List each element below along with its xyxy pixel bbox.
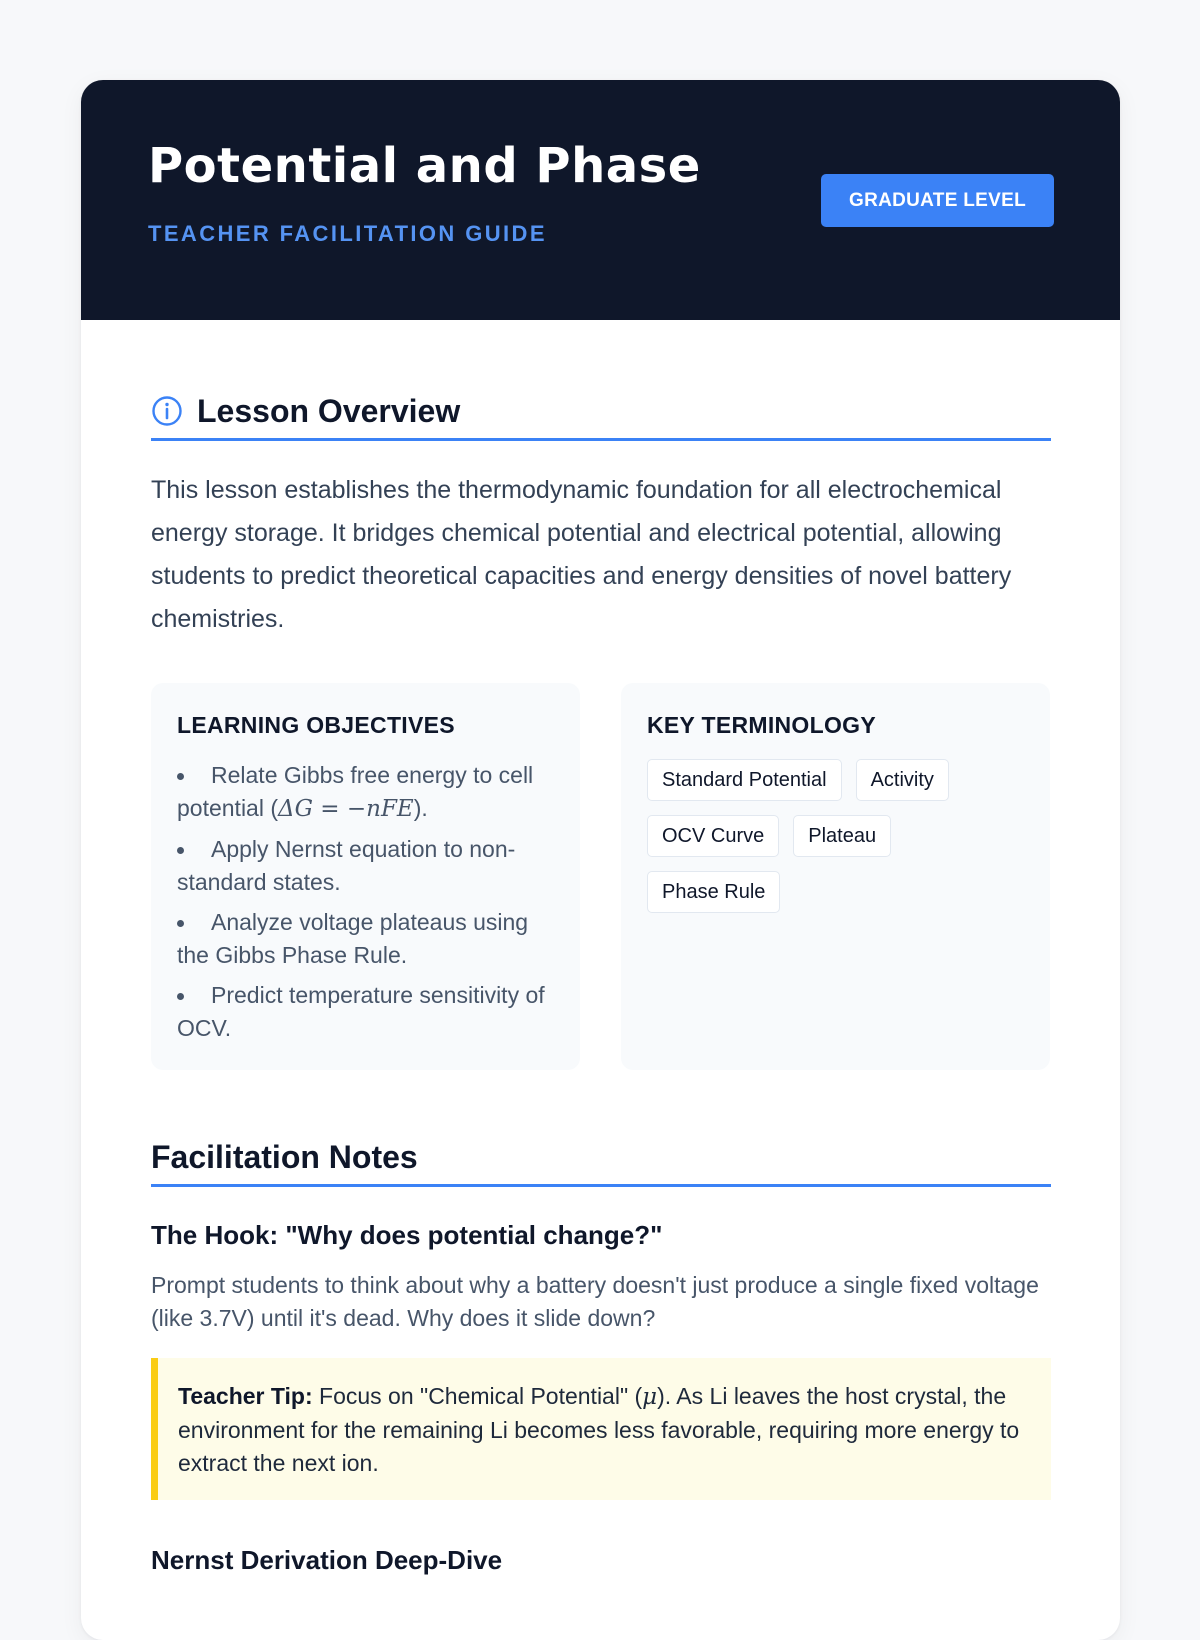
objective-text-end: ). xyxy=(413,795,428,821)
tip-label: Teacher Tip: xyxy=(178,1383,313,1409)
nernst-title: Nernst Derivation Deep-Dive xyxy=(151,1545,503,1575)
overview-heading: Lesson Overview xyxy=(197,393,461,429)
tip-text-end: ). As Li leaves the host crystal, the environment for the remaining Li becomes less favorable, requiring more energy to extract the next ion. xyxy=(178,1383,1020,1476)
level-badge: GRADUATE LEVEL xyxy=(821,174,1054,227)
info-icon xyxy=(151,395,183,427)
objectives-box xyxy=(151,683,580,1070)
objective-item xyxy=(177,833,554,899)
facilitation-heading-row xyxy=(151,1130,1051,1187)
content xyxy=(151,320,1051,1576)
terminology-heading: KEY TERMINOLOGY xyxy=(647,712,876,738)
term-tag: Plateau xyxy=(793,815,891,857)
objectives-heading: LEARNING OBJECTIVES xyxy=(177,712,455,738)
objective-text: Relate Gibbs free energy to cell potential ( xyxy=(177,762,534,821)
term-tag: Phase Rule xyxy=(647,871,780,913)
term-tag: Standard Potential xyxy=(647,759,842,801)
tip-text: Focus on "Chemical Potential" ( xyxy=(312,1383,643,1409)
objective-text: Analyze voltage plateaus using the Gibbs Phase Rule. xyxy=(177,909,529,968)
gibbs-equation: ΔG = −nFE xyxy=(278,796,414,822)
facilitation-heading: Facilitation Notes xyxy=(151,1139,418,1175)
page-subtitle: TEACHER FACILITATION GUIDE xyxy=(148,221,547,246)
header xyxy=(81,80,1120,320)
terminology-tags xyxy=(647,759,1024,913)
objective-item xyxy=(177,906,554,972)
mu-symbol: μ xyxy=(642,1384,658,1410)
term-tag: OCV Curve xyxy=(647,815,779,857)
objective-text: Apply Nernst equation to non-standard states. xyxy=(177,836,516,895)
objective-item xyxy=(177,759,554,826)
objective-item xyxy=(177,979,554,1045)
page-title: Potential and Phase xyxy=(148,138,701,194)
objective-text: Predict temperature sensitivity of OCV. xyxy=(177,982,545,1041)
terminology-box xyxy=(621,683,1050,1070)
hook-title: The Hook: "Why does potential change?" xyxy=(151,1220,663,1250)
teacher-tip xyxy=(151,1358,1051,1500)
term-tag: Activity xyxy=(856,759,949,801)
objectives-list xyxy=(177,759,554,1045)
overview-heading-row xyxy=(151,384,1051,441)
info-boxes xyxy=(151,683,1051,1070)
overview-text: This lesson establishes the thermodynamic foundation for all electrochemical energy storage. It bridges chemical potential and electrical potential, allowing students to predict theoretical capacities and energy densities of novel battery chemistries. xyxy=(151,476,1012,633)
hook-text: Prompt students to think about why a battery doesn't just produce a single fixed voltage (like 3.7V) until it's dead. Why does it slide down? xyxy=(151,1272,1039,1331)
lesson-card xyxy=(81,80,1120,1640)
